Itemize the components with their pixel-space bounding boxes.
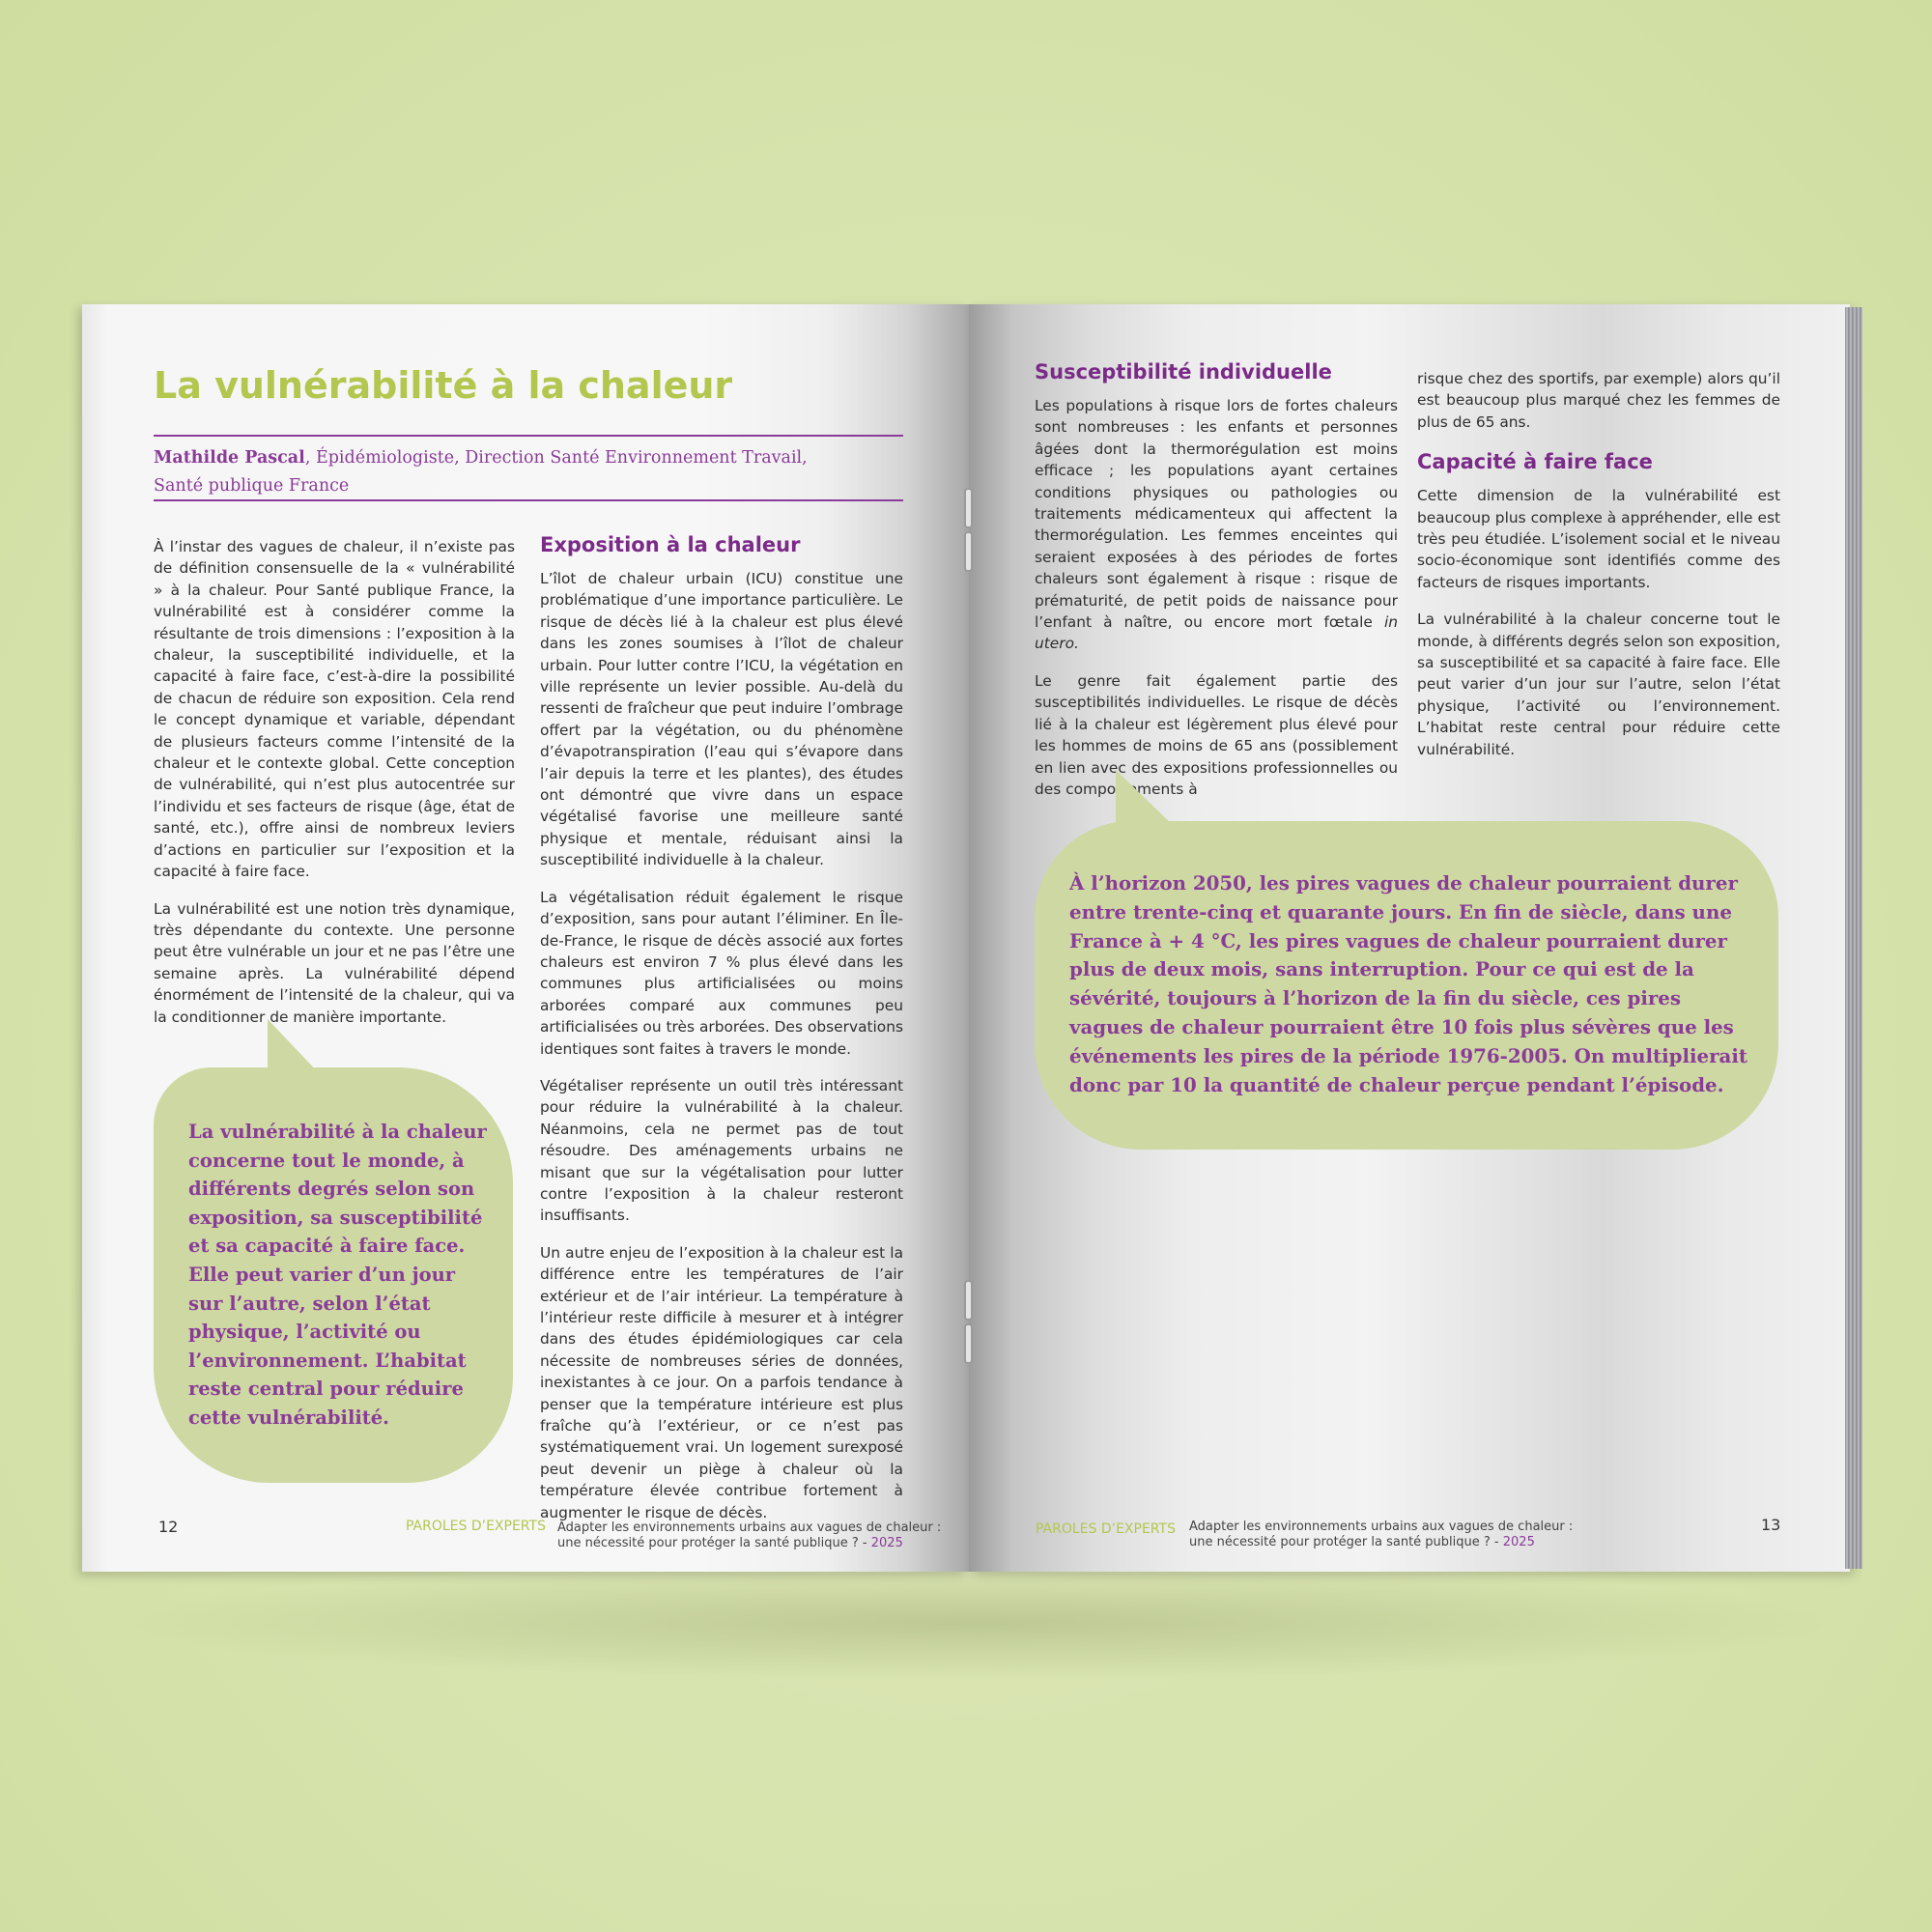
footer-year: 2025 [1502,1535,1535,1549]
author-org: Santé publique France [154,476,350,496]
paragraph: Un autre enjeu de l’exposition à la chaleur est la différence entre les températures de l’air extérieur et de l’air intérieur. La température à l’intérieur reste difficile à mesurer et à intégrer dans des études épidémiologiques car cela nécessite de nombreuses séries de données, inexistantes à ce jour. On a parfois tendance à penser que la température intérieure est plus fraîche qu’à l’extérieur, or ce n’est pas systématiquement vrai. Un logement surexposé peut devenir un piège à chaleur où la température élevée contribue fortement à augmenter le risque de décès. [540,1243,903,1521]
footer-title-line1: Adapter les environnements urbains aux vagues de chaleur : [557,1520,942,1535]
footer-title-line2: une nécessité pour protéger la santé publique ? - [1189,1535,1503,1549]
speech-bubble-tail [1116,770,1176,828]
right-column-1 [1035,358,1398,815]
page-number: 13 [1761,1516,1781,1534]
footer-year: 2025 [870,1536,903,1550]
author-role: , Épidémiologiste, Direction Santé Environnement Travail, [304,448,808,468]
paragraph: La vulnérabilité à la chaleur concerne tout le monde, à différents degrés selon son exposition, sa susceptibilité et sa capacité à faire face. Elle peut varier d’un jour sur l’autre, selon l’état physique, l’activité ou l’environnement. L’habitat reste central pour réduire cette vulnérabilité. [1417,611,1780,758]
title-rule-bottom [154,499,903,501]
section-heading-exposition: Exposition à la chaleur [540,533,801,556]
speech-bubble-left [154,1067,513,1483]
paragraph: Le genre fait également partie des susceptibilités individuelles. Le risque de décès lié à la chaleur est légèrement plus élevé pour les hommes de moins de 65 ans (possiblement en lien avec des expositions professionnelles ou des comportements à [1035,671,1398,798]
paragraph: La vulnérabilité est une notion très dynamique, très dépendante du contexte. Une personne peut être vulnérable un jour et ne pas l’être une semaine après. La vulnérabilité dépend énormément de l’intensité de la chaleur, qui va la conditionner de manière importante. [154,899,515,1026]
footer-title-line1: Adapter les environnements urbains aux vagues de chaleur : [1189,1520,1574,1534]
page-number: 12 [158,1518,179,1536]
speech-bubble-right [1035,821,1778,1150]
author-line [154,444,903,500]
paragraph-italic: in utero. [1035,613,1398,653]
section-heading-susceptibilite: Susceptibilité individuelle [1035,360,1332,384]
pull-quote: À l’horizon 2050, les pires vagues de chaleur pourraient durer entre trente-cinq et quarante jours. En fin de siècle, dans une France à + 4 °C, les pires vagues de chaleur pourraient durer plus de deux mois, sans interruption. Pour ce qui est de la sévérité, toujours à l’horizon de la fin du siècle, ces pires vagues de chaleur pourraient être 10 fois plus sévères que les événements les pires de la période 1976-2005. On multiplierait donc par 10 la quantité de chaleur perçue pendant l’épisode. [1069,871,1747,1096]
left-column-2 [540,531,903,1539]
right-page [969,304,1850,1572]
section-heading-capacite: Capacité à faire face [1417,450,1653,474]
left-page [82,304,969,1572]
staple-bottom [964,1280,973,1321]
paragraph: La végétalisation réduit également le risque d’exposition, sans pour autant l’éliminer. En Île-de-France, le risque de décès associé aux fortes chaleurs est environ 7 % plus élevé dans les communes plus artificialisées ou moins arborées comparé aux communes peu artificialisées ou très arborées. Des observations identiques sont faites à travers le monde. [540,888,903,1058]
author-name: Mathilde Pascal [154,448,305,468]
staple-top [964,488,973,528]
paragraph: Cette dimension de la vulnérabilité est beaucoup plus complexe à appréhender, elle est très peu étudiée. L’isolement social et le niveau socio-économique sont identifiés comme des facteurs de risques importants. [1417,487,1780,591]
paragraph: À l’instar des vagues de chaleur, il n’existe pas de définition consensuelle de la « vulnérabilité » à la chaleur. Pour Santé publique France, la vulnérabilité est à considérer comme la résultante de trois dimensions : l’exposition à la chaleur, la susceptibilité individuelle, et la capacité à faire face, c’est-à-dire la possibilité de chacun de réduire son exposition. Cela rend le concept dynamique et variable, dépendant de plusieurs facteurs comme l’intensité de la chaleur et le contexte global. Cette conception de vulnérabilité, qui n’est plus autocentrée sur l’individu et ses facteurs de risque (âge, état de santé, etc.), offre ainsi de nombreux leviers d’actions en particulier sur l’exposition et la capacité à faire face. [154,538,515,881]
title-rule-top [154,435,903,437]
footer-brand: PAROLES D’EXPERTS [406,1519,546,1534]
paragraph: Les populations à risque lors de fortes chaleurs sont nombreuses : les enfants et personnes âgées dont la thermorégulation est moins efficace ; les populations ayant certaines conditions physiques ou pathologies ou traitements médicamenteux qui affectent la thermorégulation. Les femmes enceintes qui seraient exposées à des périodes de fortes chaleurs sont également à risque : risque de prématurité, de petit poids de naissance pour l’enfant à naître, ou encore mort fœtale [1035,397,1398,632]
staple-top [964,531,973,572]
page-title: La vulnérabilité à la chaleur [154,364,733,407]
left-column-1 [154,536,515,1043]
staple-bottom [964,1323,973,1364]
paragraph: risque chez des sportifs, par exemple) alors qu’il est beaucoup plus marqué chez les femmes de plus de 65 ans. [1417,370,1780,431]
footer-title-line2: une nécessité pour protéger la santé publique ? - [557,1536,871,1550]
paragraph: L’îlot de chaleur urbain (ICU) constitue une problématique d’une importance particulière. Le risque de décès lié à la chaleur est plus élevé dans les zones soumises à l’îlot de chaleur urbain. Pour lutter contre l’ICU, la végétation en ville représente un levier possible. Au-delà du ressenti de fraîcheur que peut induire l’ombrage offert par la végétation, ou du phénomène d’évapotranspiration (l’eau qui s’évapore dans l’air depuis la terre et les plantes), des études ont démontré que vivre dans un espace végétalisé favorise une meilleure santé physique et mentale, réduisant ainsi la susceptibilité individuelle à la chaleur. [540,570,903,869]
pull-quote: La vulnérabilité à la chaleur concerne tout le monde, à différents degrés selon son exposition, sa susceptibilité et sa capacité à faire face. Elle peut varier d’un jour sur l’autre, selon l’état physique, l’activité ou l’environnement. L’habitat reste central pour réduire cette vulnérabilité. [188,1121,487,1429]
page-stack-edge [1845,307,1862,1569]
paragraph: Végétaliser représente un outil très intéressant pour réduire la vulnérabilité à la chaleur. Néanmoins, cela ne permet pas de tout résoudre. Des aménagements urbains ne misant que sur la végétalisation pour lutter contre l’exposition à la chaleur resteront insuffisants. [540,1076,903,1225]
right-column-2 [1417,368,1780,776]
footer-brand: PAROLES D’EXPERTS [1036,1521,1176,1537]
brochure-shadow [106,1565,1845,1681]
